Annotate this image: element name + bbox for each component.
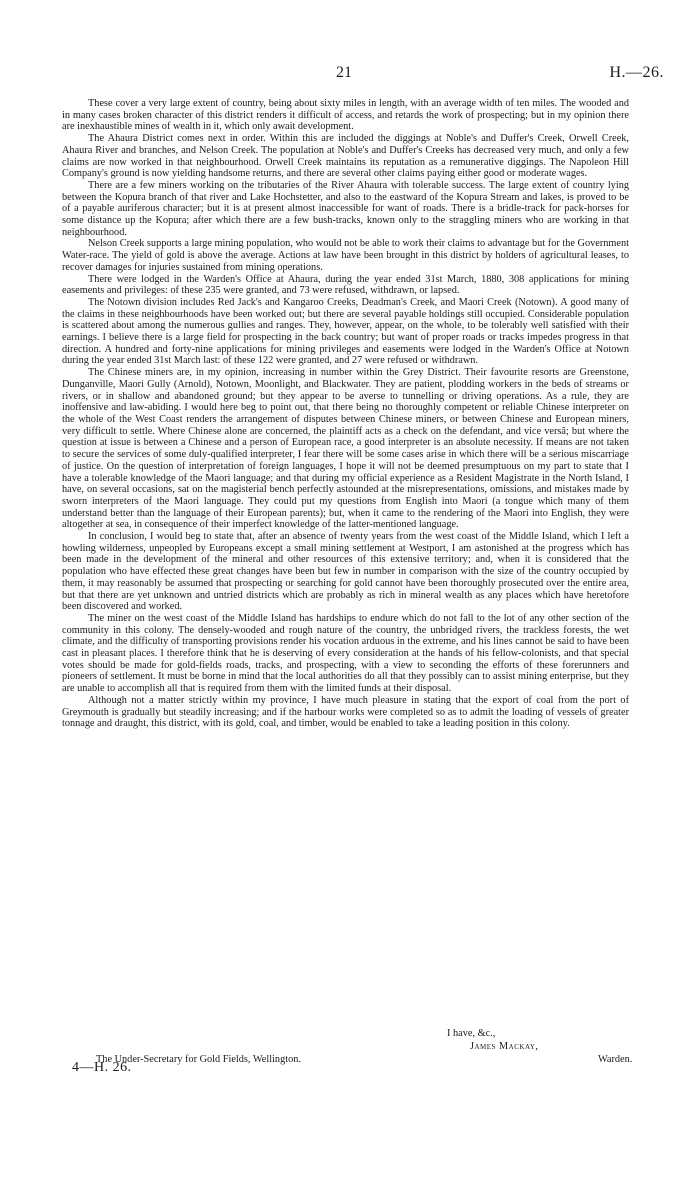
report-body	[62, 98, 629, 730]
valediction: I have, &c.,	[447, 1028, 496, 1039]
paragraph: The Chinese miners are, in my opinion, increasing in number within the Grey District. Their favourite resorts are Greenstone, Dunganville, Maori Gully (Arnold), Notown, Moonlight, and Blackwater. They are patient, plodding workers in the beds of streams or rivers, or in shallow and abandoned ground; but they appear to be averse to tunnelling or driving operations. As a rule, they are inoffensive and law-abiding. I would here beg to point out, that there being no thoroughly competent or reliable Chinese interpreter on the whole of the West Coast renders the arrangement of disputes between Chinese miners, or between Chinese and European miners, very difficult to settle. Where Chinese alone are concerned, the plaintiff acts as a check on the defendant, and vice versâ; but where the question at issue is between a Chinese and a person of European race, a good interpreter is an absolute necessity. If means are not taken to secure the services of some duly-qualified interpreter, I fear there will be some cases arise in which there will be a serious miscarriage of justice. On the question of interpretation of foreign languages, I hope it will not be deemed presumptuous on my part to state that I have a tolerable knowledge of the Maori language; and that during my official experience as a Resident Magistrate in the North Island, I have, on several occasions, sat on the magisterial bench perfectly astounded at the misrepresentations, omissions, and mistakes made by sworn interpreters of the Maori language. They could put my questions from English into Maori (a tongue which many of them understand better than the language of their European parents); but, when it came to the rendering of the Maori into English, they were altogether at sea, in consequence of their imperfect knowledge of the latter-mentioned language.	[62, 367, 629, 531]
signatory-title: Warden.	[598, 1054, 633, 1065]
signature-name: James Mackay,	[470, 1041, 539, 1052]
paragraph: In conclusion, I would beg to state that, after an absence of twenty years from the west coast of the Middle Island, which I left a howling wilderness, unpeopled by Europeans except a small mining settlement at Westport, I am astonished at the progress which has been made in the development of the mineral and other resources of this extensive territory; and, when it is considered that the population who have effected these great changes have been but few in number in comparison with the size of the country occupied by them, it may reasonably be assumed that prospecting or searching for gold cannot have been thoroughly prosecuted over the entire area, but that there are yet unknown and untried districts which are probably as rich in mineral wealth as any places which have heretofore been discovered and worked.	[62, 531, 629, 613]
addressee: The Under-Secretary for Gold Fields, Wellington.	[96, 1054, 301, 1065]
sheet-mark: 4—H. 26.	[72, 1060, 132, 1075]
paragraph: These cover a very large extent of country, being about sixty miles in length, with an average width of ten miles. The wooded and in many cases broken character of this district renders it difficult of access, and retards the work of prospecting; but in my opinion there are inexhaustible mines of wealth in it, which only await development.	[62, 98, 629, 133]
paragraph: Nelson Creek supports a large mining population, who would not be able to work their claims to advantage but for the Government Water-race. The yield of gold is above the average. Actions at law have been brought in this district by holders of agricultural leases, to recover damages for injuries sustained from mining operations.	[62, 238, 629, 273]
paragraph: The miner on the west coast of the Middle Island has hardships to endure which do not fall to the lot of any other section of the community in this colony. The densely-wooded and rough nature of the country, the unbridged rivers, the trackless forests, the wet climate, and the difficulty of transporting provisions render his vocation arduous in the extreme, and his lines cannot be said to have been cast in pleasant places. I therefore think that he is deserving of every consideration at the hands of his fellow-colonists, and that special votes should be made for gold-fields roads, tracks, and prospecting, with a view to seconding the efforts of these forerunners and pioneers of settlement. It must be borne in mind that the local authorities do all that they possibly can to assist mining enterprise, but they are unable to accomplish all that is required from them with the limited funds at their disposal.	[62, 612, 629, 695]
paragraph: The Ahaura District comes next in order. Within this are included the diggings at Noble's and Duffer's Creek, Orwell Creek, Ahaura River and branches, and Nelson Creek. The population at Noble's and Duffer's Creeks has decreased very much, and only a few claims are now worked in that neighbourhood. Orwell Creek maintains its reputation as a remunerative diggings. The Napoleon Hill Company's ground is now yielding handsome returns, and there are several other claims paying either good or moderate wages.	[62, 133, 629, 180]
paragraph: Although not a matter strictly within my province, I have much pleasure in stating that the export of coal from the port of Greymouth is gradually but steadily increasing; and if the harbour works were completed so as to admit the loading of vessels of greater tonnage and draught, this district, with its gold, coal, and timber, would be enabled to take a leading position in this colony.	[62, 694, 629, 730]
document-reference: H.—26.	[609, 64, 664, 81]
paragraph: There are a few miners working on the tributaries of the River Ahaura with tolerable success. The large extent of country lying between the Kopura branch of that river and Lake Hochstetter, and also to the eastward of the Kopura Stream and lakes, is proved to be of a payable auriferous character; but it is at present almost inaccessible for want of roads. There is a bridle-track for pack-horses for some distance up the Kopura; after which there are a few bush-tracks, known only to the straggling miners who are working in that neighbourhood.	[62, 179, 629, 238]
page-header	[0, 64, 700, 86]
page-number: 21	[336, 64, 352, 81]
paragraph: The Notown division includes Red Jack's and Kangaroo Creeks, Deadman's Creek, and Maori Creek (Notown). A good many of the claims in these neighbourhoods have been worked out; but there are several payable holdings still occupied. Considerable population is scattered about among the numerous gullies and ranges. They, however, appear, on the whole, to be tolerably well satisfied with their earnings. I believe there is a large field for prospecting in the back country; but want of proper roads or tracks impedes progress in that direction. A hundred and forty-nine applications for mining privileges and easements were lodged in the Warden's Office at Notown during the year ended 31st March last: of these 122 were granted, and 27 were refused or withdrawn.	[62, 296, 629, 367]
paragraph: There were lodged in the Warden's Office at Ahaura, during the year ended 31st March, 1880, 308 applications for mining easements and privileges: of these 235 were granted, and 73 were refused, withdrawn, or lapsed.	[62, 273, 629, 297]
